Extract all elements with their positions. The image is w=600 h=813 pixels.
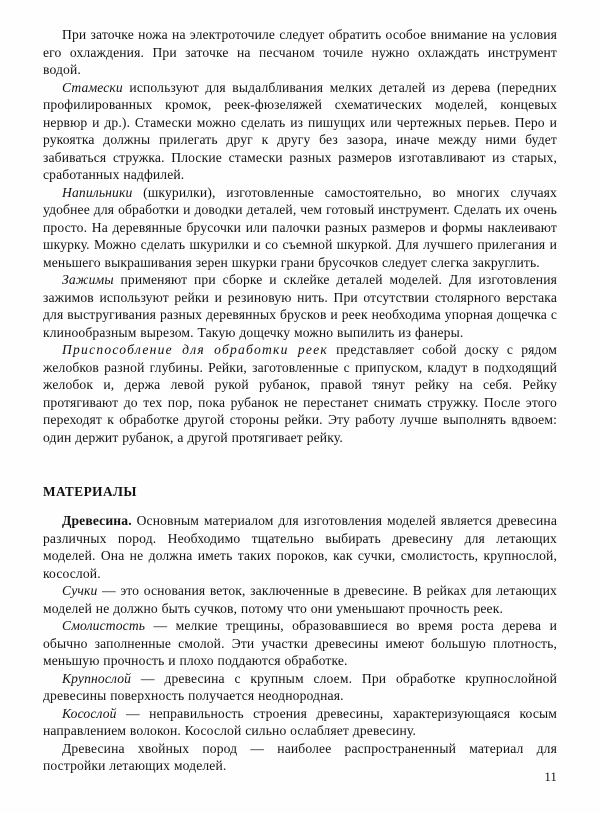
text-run: используют для выдалбливания мелких деталей из дерева (передних профилированных кромок, реек-фюзеляжей схематических моделей, концевых нервюр и др.). Стамески можно сделать из пишущих или чертежных перьев. Перо и рукоятка должны прилегать друг к другу без зазора, иначе между ними будет забиваться стружка. Плоские стамески разных размеров изготавливают из старых, сработанных надфилей. — [43, 79, 557, 182]
emphasis-term: Древесина. — [62, 513, 132, 528]
paragraph — [43, 670, 557, 705]
emphasis-term: Стамески — [62, 79, 123, 95]
paragraph — [43, 740, 557, 775]
paragraph — [43, 582, 557, 617]
paragraph — [43, 79, 557, 184]
text-run: При заточке ножа на электроточиле следует обратить особое внимание на условия его охлаждения. При заточке на песчаном точиле нужно охлаждать инструмент водой. — [43, 27, 557, 77]
emphasis-term: Крупнослой — [62, 670, 132, 686]
text-run: представляет собой доску с рядом желобков разной глубины. Рейки, заготовленные с припуском, кладут в подходящий желобок и, держа левой рукой рубанок, правой тянут рейку на себя. Рейку протягивают до тех пор, пока рубанок не перестанет снимать стружку. После этого переходят к обработке другой стороны рейки. Эту работу лучше выполнять вдвоем: один держит рубанок, а другой протягивает рейку. — [43, 342, 558, 445]
paragraph — [43, 512, 557, 582]
text-run: (шкурилки), изготовленные самостоятельно, во многих случаях удобнее для обработки и доводки деталей, чем готовый инструмент. Сделать их очень просто. На деревянные брусочки или палочки разных размеров и формы наклеивают шкурку. Можно сделать шкурилки и со съемной шкуркой. Для лучшего прилегания и меньшего выкрашивания зерен шкурки грани брусочков следует слегка закруглить. — [43, 184, 557, 270]
emphasis-term: Сучки — [62, 583, 98, 598]
emphasis-term: Косослой — [62, 705, 117, 721]
paragraph — [43, 184, 557, 272]
page-number: 11 — [544, 770, 557, 784]
text-run: — неправильность строения древесины, характеризующаяся косым направлением волокон. Косослой сильно ослабляет древесину. — [43, 705, 557, 738]
text-run: — мелкие трещины, образовавшиеся во время роста дерева и обычно заполненные смолой. Эти участки древесины имеют большую плотность, меньшую прочность и плохо поддаются обработке. — [43, 618, 557, 668]
lower-text-column — [43, 512, 557, 775]
section-heading-materials: МАТЕРИАЛЫ — [43, 484, 137, 499]
text-run: Основным материалом для изготовления моделей является древесина различных пород. Необходимо тщательно выбирать древесину для летающих моделей. Она не должна иметь таких пороков, как сучки, смолистость, крупнослой, косослой. — [43, 513, 557, 581]
paragraph — [43, 617, 557, 670]
text-run: — это основания веток, заключенные в древесине. В рейках для летающих моделей не должно быть сучков, потому что они уменьшают прочность реек. — [43, 583, 557, 616]
paragraph — [43, 341, 557, 446]
paragraph — [43, 26, 557, 79]
emphasis-term: Напильники — [62, 184, 133, 200]
paragraph — [43, 271, 557, 341]
text-run: применяют при сборке и склейке деталей моделей. Для изготовления зажимов используют рейки и резиновую нить. При отсутствии столярного верстака для выстругивания разных деревянных брусков и реек необходима упорная дощечка с клинообразным вырезом. Такую дощечку можно выпилить из фанеры. — [43, 272, 557, 340]
text-run: Древесина хвойных пород — наиболее распространенный материал для постройки летающих моделей. — [43, 740, 557, 773]
text-run: — древесина с крупным слоем. При обработке крупнослойной древесины поверхность получается неоднородная. — [43, 670, 557, 703]
emphasis-term: Зажимы — [62, 272, 114, 287]
emphasis-term: Смолистость — [62, 618, 146, 633]
emphasis-term: Приспособление для обработки реек — [62, 342, 328, 357]
upper-text-column — [43, 26, 557, 446]
paragraph — [43, 705, 557, 740]
